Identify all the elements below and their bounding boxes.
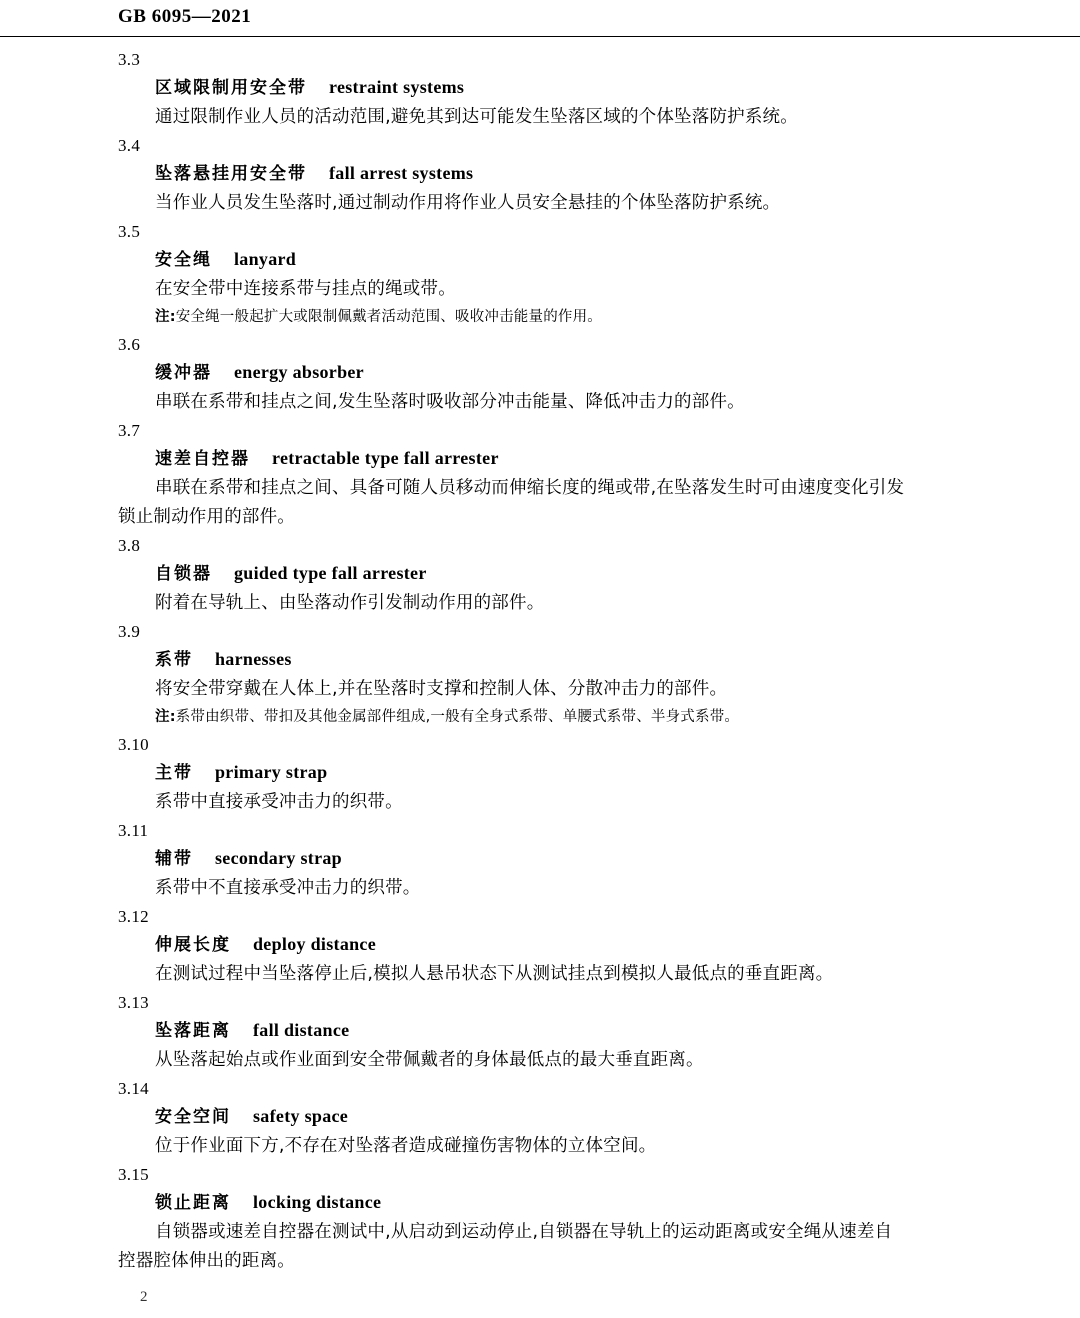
term-entry	[0, 817, 1080, 903]
term-note	[155, 304, 1080, 331]
term-english: locking distance	[253, 1192, 382, 1212]
term-heading	[155, 844, 1080, 874]
term-entry	[0, 1161, 1080, 1276]
clause-number: 3.9	[118, 622, 141, 641]
term-english: lanyard	[234, 249, 297, 269]
clause-number: 3.10	[118, 735, 149, 754]
term-chinese: 主带	[155, 763, 193, 783]
term-chinese: 区域限制用安全带	[155, 78, 307, 98]
term-heading	[155, 1016, 1080, 1046]
page-header-standard-code: GB 6095—2021	[118, 6, 252, 27]
term-definition: 位于作业面下方,不存在对坠落者造成碰撞伤害物体的立体空间。	[155, 1136, 657, 1156]
term-heading	[155, 645, 1080, 675]
term-english: retractable type fall arrester	[272, 448, 499, 468]
term-chinese: 伸展长度	[155, 935, 231, 955]
term-note	[155, 704, 1080, 731]
clause-number: 3.7	[118, 421, 141, 440]
term-entry	[0, 989, 1080, 1075]
term-heading	[155, 245, 1080, 275]
term-english: fall arrest systems	[329, 163, 474, 183]
term-chinese: 坠落悬挂用安全带	[155, 164, 307, 184]
term-heading	[155, 159, 1080, 189]
note-text: 系带由织带、带扣及其他金属部件组成,一般有全身式系带、单腰式系带、半身式系带。	[175, 709, 740, 725]
term-definition: 在测试过程中当坠落停止后,模拟人悬吊状态下从测试挂点到模拟人最低点的垂直距离。	[155, 964, 834, 984]
term-chinese: 自锁器	[155, 564, 212, 584]
term-entry	[0, 331, 1080, 417]
term-entry	[0, 218, 1080, 331]
clause-number: 3.13	[118, 993, 149, 1012]
term-entry	[0, 903, 1080, 989]
term-entry	[0, 132, 1080, 218]
term-definition: 自锁器或速差自控器在测试中,从启动到运动停止,自锁器在导轨上的运动距离或安全绳从速差自	[155, 1222, 893, 1242]
term-chinese: 缓冲器	[155, 363, 212, 383]
term-definition: 将安全带穿戴在人体上,并在坠落时支撑和控制人体、分散冲击力的部件。	[155, 679, 728, 699]
term-heading	[155, 758, 1080, 788]
note-label: 注:	[155, 309, 176, 325]
term-definition-continued: 锁止制动作用的部件。	[118, 507, 295, 527]
term-english: restraint systems	[329, 77, 465, 97]
term-definition: 从坠落起始点或作业面到安全带佩戴者的身体最低点的最大垂直距离。	[155, 1050, 704, 1070]
term-heading	[155, 930, 1080, 960]
clause-number: 3.12	[118, 907, 149, 926]
term-heading	[155, 1102, 1080, 1132]
term-english: energy absorber	[234, 362, 364, 382]
term-definition: 通过限制作业人员的活动范围,避免其到达可能发生坠落区域的个体坠落防护系统。	[155, 107, 798, 127]
term-definition-continued: 控器腔体伸出的距离。	[118, 1251, 295, 1271]
note-label: 注:	[155, 709, 176, 725]
term-entry	[0, 417, 1080, 532]
term-english: secondary strap	[215, 848, 342, 868]
term-english: safety space	[253, 1106, 349, 1126]
term-english: primary strap	[215, 762, 328, 782]
term-entry	[0, 46, 1080, 132]
term-entry	[0, 731, 1080, 817]
term-chinese: 安全空间	[155, 1107, 231, 1127]
term-definition: 附着在导轨上、由坠落动作引发制动作用的部件。	[155, 593, 545, 613]
clause-number: 3.3	[118, 50, 141, 69]
term-entry	[0, 618, 1080, 731]
term-heading	[155, 444, 1080, 474]
term-english: fall distance	[253, 1020, 350, 1040]
clause-number: 3.5	[118, 222, 141, 241]
term-english: harnesses	[215, 649, 292, 669]
clause-number: 3.4	[118, 136, 141, 155]
term-heading	[155, 1188, 1080, 1218]
term-definition: 系带中直接承受冲击力的织带。	[155, 792, 403, 812]
term-chinese: 系带	[155, 650, 193, 670]
page-number: 2	[140, 1289, 148, 1305]
term-chinese: 辅带	[155, 849, 193, 869]
term-definition: 系带中不直接承受冲击力的织带。	[155, 878, 421, 898]
clause-number: 3.14	[118, 1079, 149, 1098]
term-definition: 当作业人员发生坠落时,通过制动作用将作业人员安全悬挂的个体坠落防护系统。	[155, 193, 781, 213]
document-body	[0, 46, 1080, 1276]
term-definition: 在安全带中连接系带与挂点的绳或带。	[155, 279, 456, 299]
term-chinese: 坠落距离	[155, 1021, 231, 1041]
term-chinese: 速差自控器	[155, 449, 250, 469]
header-divider	[0, 36, 1080, 37]
term-heading	[155, 73, 1080, 103]
term-heading	[155, 358, 1080, 388]
term-definition: 串联在系带和挂点之间、具备可随人员移动而伸缩长度的绳或带,在坠落发生时可由速度变化引发	[155, 478, 905, 498]
clause-number: 3.11	[118, 821, 149, 840]
clause-number: 3.8	[118, 536, 141, 555]
term-definition: 串联在系带和挂点之间,发生坠落时吸收部分冲击能量、降低冲击力的部件。	[155, 392, 745, 412]
term-entry	[0, 532, 1080, 618]
clause-number: 3.6	[118, 335, 141, 354]
term-english: guided type fall arrester	[234, 563, 427, 583]
term-english: deploy distance	[253, 934, 377, 954]
term-heading	[155, 559, 1080, 589]
term-chinese: 锁止距离	[155, 1193, 231, 1213]
clause-number: 3.15	[118, 1165, 149, 1184]
term-entry	[0, 1075, 1080, 1161]
term-chinese: 安全绳	[155, 250, 212, 270]
note-text: 安全绳一般起扩大或限制佩戴者活动范围、吸收冲击能量的作用。	[175, 309, 603, 325]
